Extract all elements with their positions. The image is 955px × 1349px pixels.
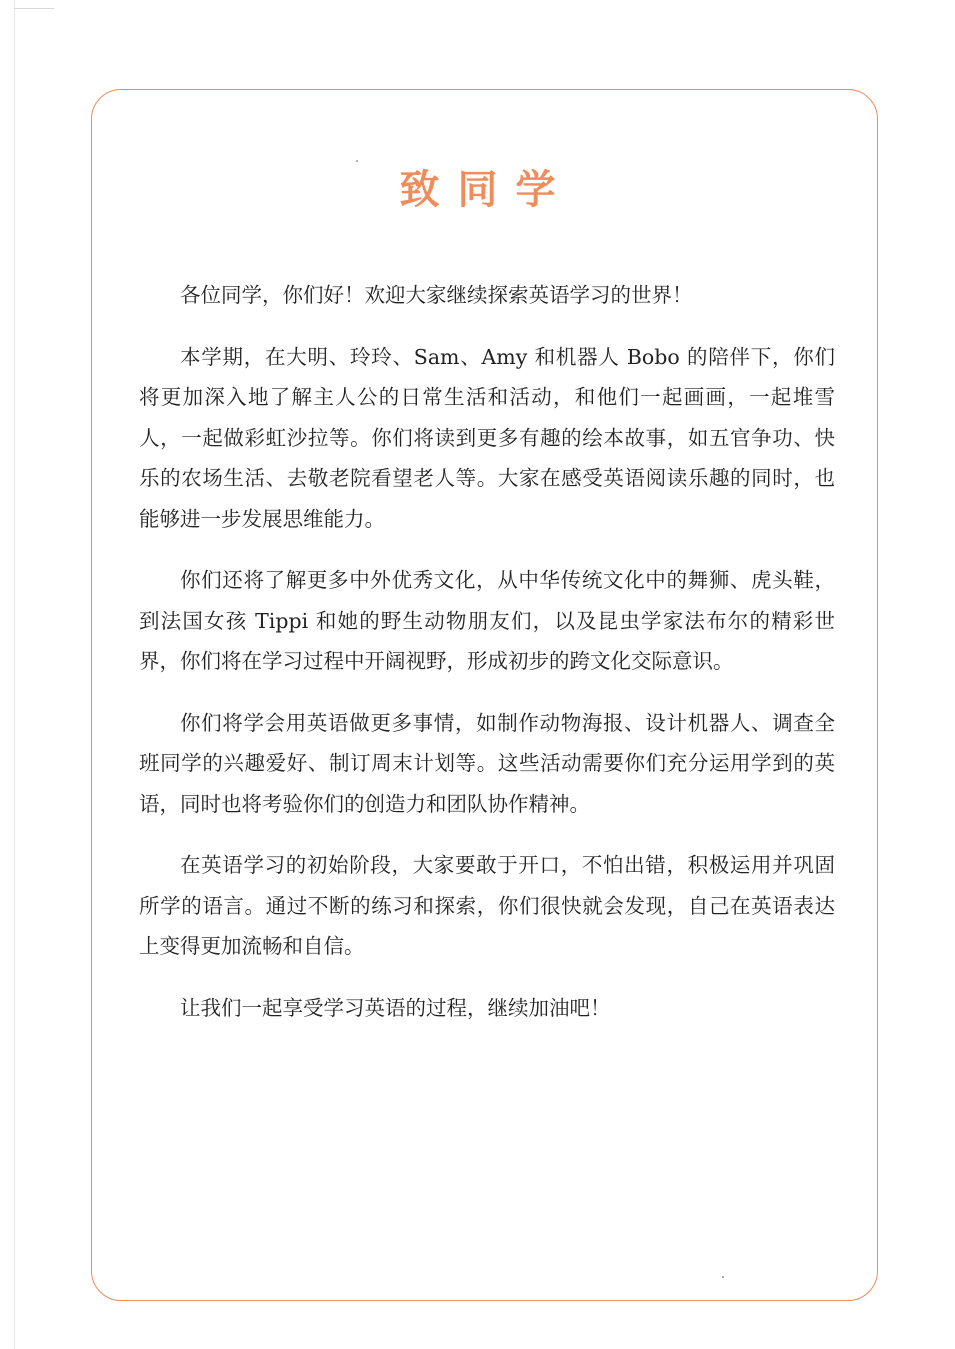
page-title: 致同学: [399, 167, 574, 213]
paragraph-activities: 你们将学会用英语做更多事情，如制作动物海报、设计机器人、调查全班同学的兴趣爱好、制订周末计划等。这些活动需要你们充分运用学到的英语，同时也将考验你们的创造力和团队协作精神。: [139, 710, 835, 816]
paragraph-greeting: 各位同学，你们好！欢迎大家继续探索英语学习的世界！: [180, 283, 693, 307]
paragraph-culture: 你们还将了解更多中外优秀文化，从中华传统文化中的舞狮、虎头鞋，到法国女孩 Tippi 和她的野生动物朋友们，以及昆虫学家法布尔的精彩世界，你们将在学习过程中开阔视野，形成初步的跨文化交际意识。: [139, 568, 835, 673]
top-rule: [14, 8, 54, 9]
paragraph-encouragement: 在英语学习的初始阶段，大家要敢于开口，不怕出错，积极运用并巩固所学的语言。通过不断的练习和探索，你们很快就会发现，自己在英语表达上变得更加流畅和自信。: [139, 853, 835, 958]
paragraph-semester: 本学期，在大明、玲玲、Sam、Amy 和机器人 Bobo 的陪伴下，你们将更加深入地了解主人公的日常生活和活动，和他们一起画画，一起堆雪人，一起做彩虹沙拉等。你们将读到更多有趣的绘本故事，如五官争功、快乐的农场生活、去敬老院看望老人等。大家在感受英语阅读乐趣的同时，也能够进一步发展思维能力。: [139, 344, 835, 531]
scan-speck: [356, 160, 358, 162]
paragraph-closing: 让我们一起享受学习英语的过程，继续加油吧！: [180, 995, 611, 1020]
letter-body: [139, 275, 835, 1049]
scan-speck: [722, 1276, 724, 1278]
